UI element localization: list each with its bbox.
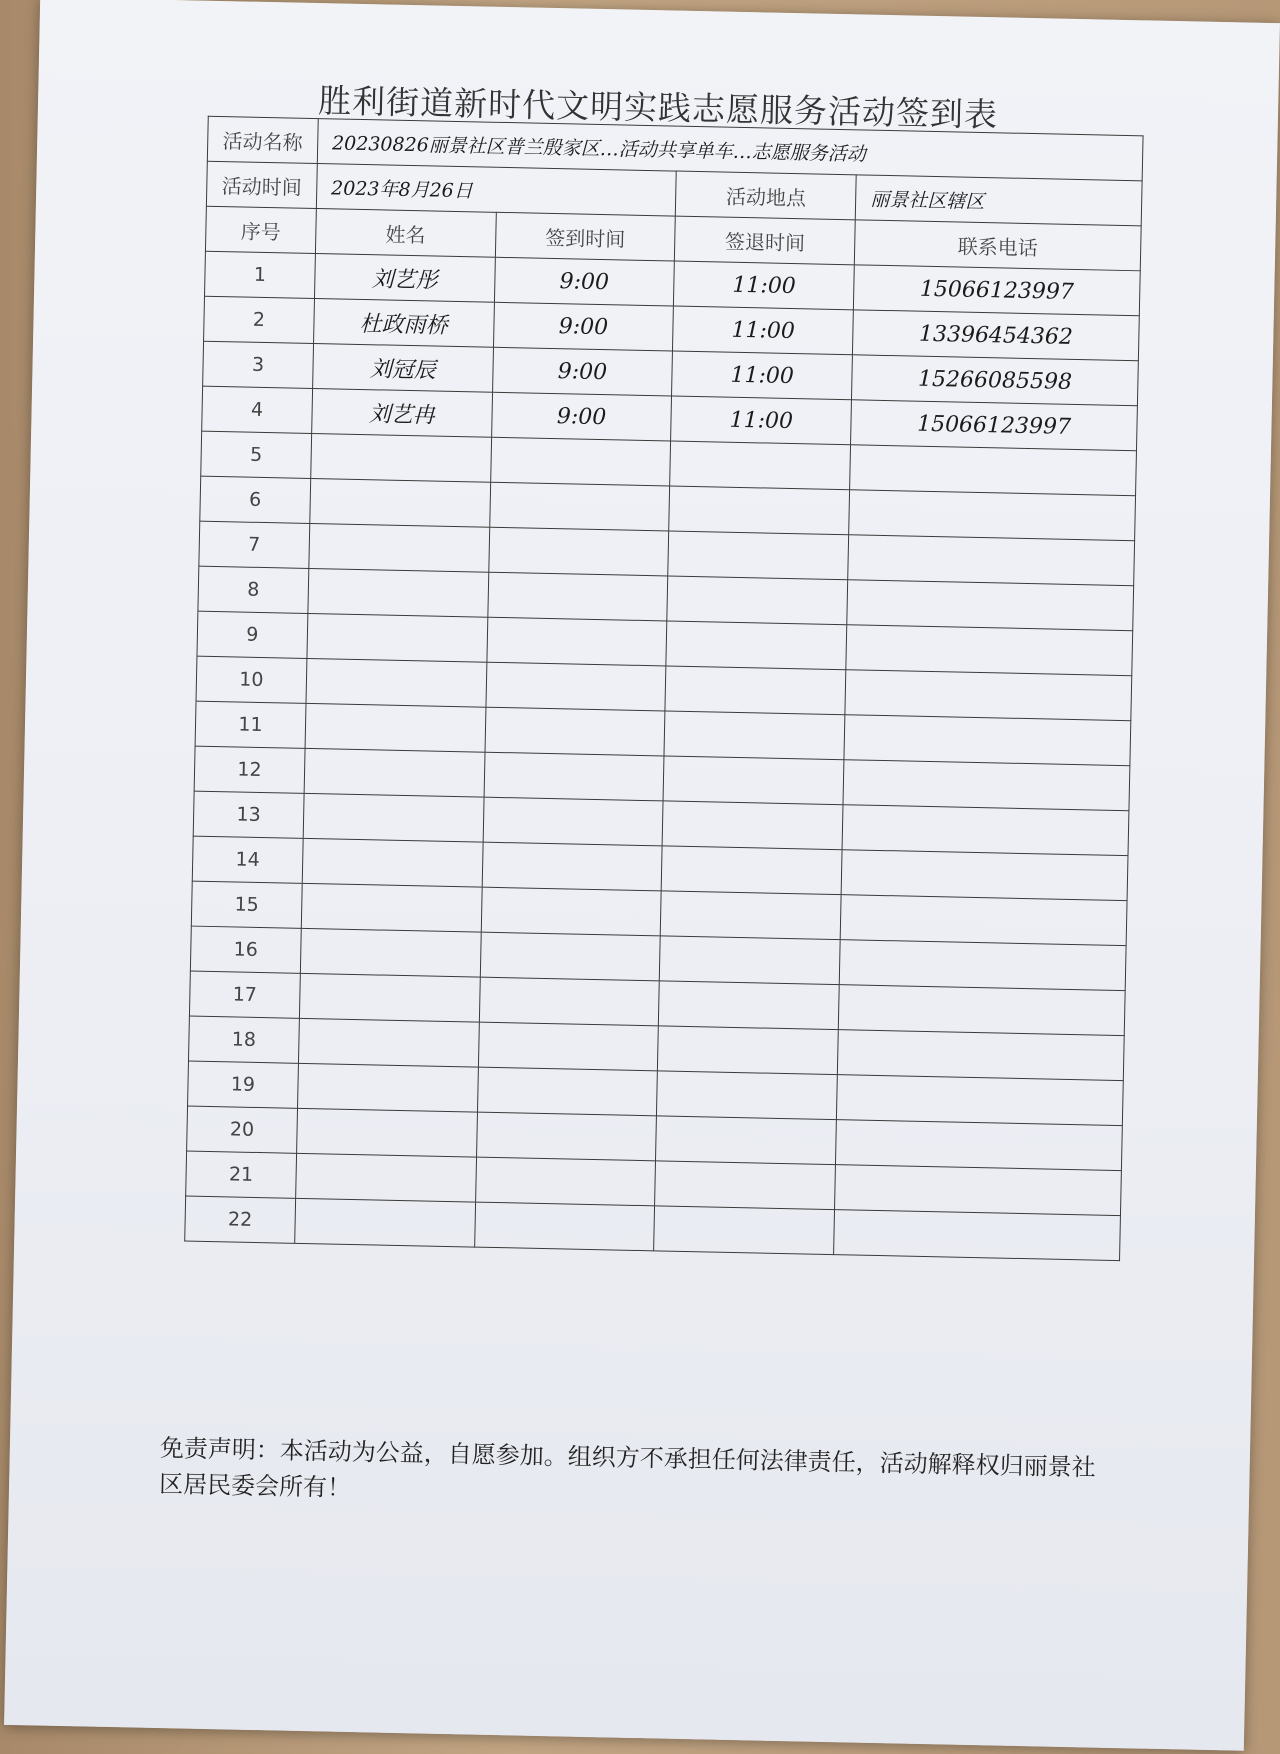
row-phone [838,985,1125,1036]
row-name: 刘艺冉 [312,388,493,437]
sheet-title: 胜利街道新时代文明实践志愿服务活动签到表 [317,81,999,135]
row-sign-in-time [476,1112,657,1161]
row-name [298,1018,479,1067]
row-phone [846,625,1133,676]
row-name [309,523,490,572]
col-header-phone: 联系电话 [854,220,1141,271]
row-name [300,928,481,977]
row-index: 19 [188,1061,299,1108]
row-name [306,658,487,707]
row-sign-out-time [662,801,843,850]
row-index: 12 [194,746,305,793]
row-name [295,1198,476,1247]
row-name: 刘艺彤 [314,254,495,303]
row-index: 10 [196,656,307,703]
row-name: 刘冠辰 [312,344,493,393]
row-index: 18 [188,1016,299,1063]
row-index: 8 [198,566,309,613]
row-sign-in-time: 9:00 [491,392,672,441]
row-sign-out-time: 11:00 [673,306,854,355]
row-name [311,433,492,482]
row-index: 21 [186,1151,297,1198]
row-sign-in-time [485,707,666,756]
row-phone [836,1120,1123,1171]
row-sign-in-time [475,1157,656,1206]
row-sign-out-time [658,1026,839,1075]
activity-time-label: 活动时间 [206,161,317,208]
row-sign-out-time [670,441,851,490]
row-sign-out-time [666,621,847,670]
row-phone [849,490,1136,541]
col-header-sign-out: 签退时间 [675,216,856,265]
location-value: 丽景社区辖区 [855,175,1142,226]
row-index: 2 [204,296,315,343]
row-name [301,883,482,932]
row-sign-in-time [487,572,668,621]
row-phone [841,850,1128,901]
row-sign-in-time [489,482,670,531]
row-phone [840,895,1127,946]
activity-time-value: 2023年8月26日 [316,164,676,217]
activity-name-label: 活动名称 [207,116,318,163]
row-index: 16 [190,926,301,973]
row-phone [839,940,1126,991]
row-index: 5 [201,431,312,478]
row-name [297,1063,478,1112]
row-name: 杜政雨桥 [313,299,494,348]
row-index: 22 [185,1196,296,1243]
activity-name-value: 20230826丽景社区普兰殷家区…活动共享单车…志愿服务活动 [317,119,1143,181]
row-phone [835,1165,1122,1216]
row-sign-out-time [663,756,844,805]
disclaimer-text: 免责声明：本活动为公益，自愿参加。组织方不承担任何法律责任，活动解释权归丽景社区居民委会所有！ [158,1434,1096,1503]
row-index: 13 [193,791,304,838]
row-sign-out-time [667,576,848,625]
row-sign-out-time [661,891,842,940]
row-phone: 13396454362 [853,310,1140,361]
row-phone [850,445,1137,496]
row-sign-in-time: 9:00 [494,257,675,306]
row-index: 11 [195,701,306,748]
row-phone [847,580,1134,631]
row-name [304,748,485,797]
row-sign-in-time [480,932,661,981]
row-name [308,568,489,617]
row-index: 14 [192,836,303,883]
row-phone [834,1210,1121,1261]
row-sign-in-time [486,662,667,711]
row-index: 4 [202,386,313,433]
row-index: 6 [200,476,311,523]
row-sign-in-time [486,617,667,666]
row-index: 7 [199,521,310,568]
row-sign-out-time: 11:00 [674,261,855,310]
row-index: 3 [203,341,314,388]
row-sign-in-time [481,887,662,936]
row-sign-in-time [478,1022,659,1071]
col-header-sign-in: 签到时间 [495,212,676,261]
row-sign-out-time [664,711,845,760]
row-sign-in-time [483,797,664,846]
row-phone [843,760,1130,811]
row-phone [837,1075,1124,1126]
row-phone [845,670,1132,721]
row-phone: 15266085598 [852,355,1139,406]
row-sign-in-time: 9:00 [492,347,673,396]
row-sign-in-time [474,1202,655,1251]
col-header-name: 姓名 [315,209,496,258]
row-sign-out-time [660,936,841,985]
row-sign-in-time [479,977,660,1026]
sign-in-table [184,116,1143,1261]
col-header-index: 序号 [205,206,316,253]
row-sign-out-time: 11:00 [671,396,852,445]
row-index: 20 [187,1106,298,1153]
row-sign-in-time [488,527,669,576]
row-sign-out-time [669,486,850,535]
sign-in-sheet [4,0,1280,1751]
row-name [307,613,488,662]
row-phone: 15066123997 [851,400,1138,451]
row-phone [848,535,1135,586]
row-sign-in-time: 9:00 [493,302,674,351]
row-index: 9 [197,611,308,658]
location-label: 活动地点 [676,171,857,220]
row-name [295,1153,476,1202]
row-sign-out-time [662,846,843,895]
row-sign-in-time [484,752,665,801]
row-name [305,703,486,752]
row-name [296,1108,477,1157]
row-name [310,478,491,527]
row-sign-out-time [654,1206,835,1255]
row-sign-out-time: 11:00 [672,351,853,400]
row-name [299,973,480,1022]
row-sign-out-time [657,1071,838,1120]
row-name [302,838,483,887]
row-sign-out-time [668,531,849,580]
row-sign-out-time [665,666,846,715]
row-index: 1 [205,251,316,298]
row-sign-in-time [477,1067,658,1116]
row-sign-in-time [490,437,671,486]
row-index: 17 [189,971,300,1018]
row-phone [844,715,1131,766]
row-phone [838,1030,1125,1081]
row-sign-in-time [482,842,663,891]
row-index: 15 [191,881,302,928]
row-phone [842,805,1129,856]
row-sign-out-time [656,1116,837,1165]
row-sign-out-time [655,1161,836,1210]
row-name [303,793,484,842]
row-phone: 15066123997 [854,265,1141,316]
row-sign-out-time [659,981,840,1030]
